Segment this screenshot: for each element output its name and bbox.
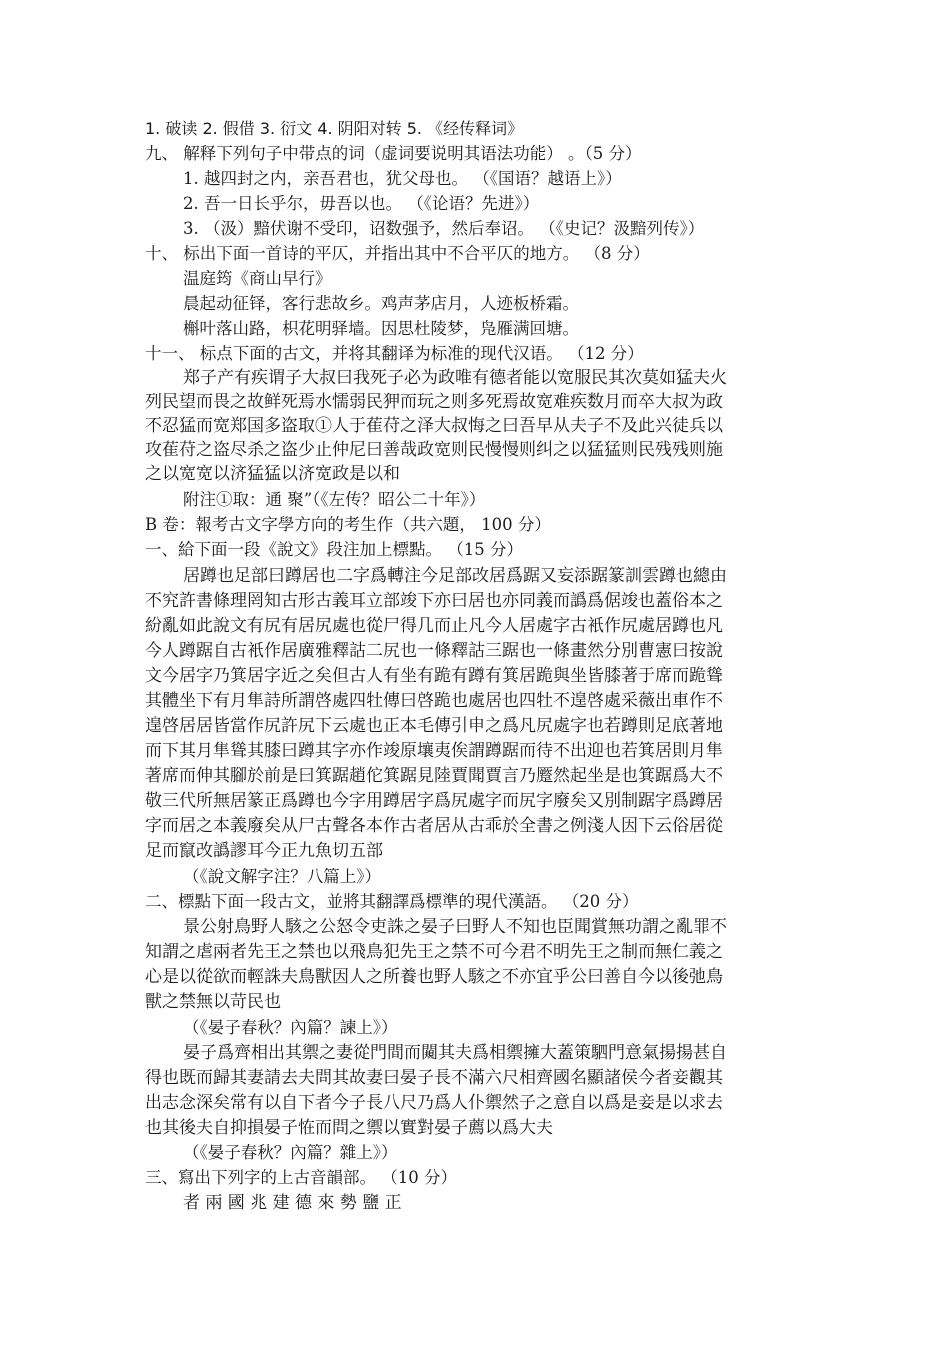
section-heading: 二、標點下面一段古文，並將其翻譯爲標準的現代漢語。 （20 分） — [145, 892, 639, 911]
section-heading: 十、 标出下面一首诗的平仄，并指出其中不合平仄的地方。 （8 分） — [145, 244, 650, 263]
passage-line: 之以宽宽以济猛猛以济宽政是以和 — [145, 464, 400, 484]
section-heading: 三、寫出下列字的上古音韻部。 （10 分） — [145, 1168, 457, 1187]
question-item: 3. （汲）黯伏谢不受印，诏数强予，然后奉诏。 （《史记？汲黯列传》） — [183, 219, 705, 238]
passage-line: 晏子爲齊相出其禦之妻從門間而闚其夫爲相禦擁大蓋策駟門意氣揚揚甚自 — [183, 1043, 727, 1063]
poem-title: 温庭筠《商山早行》 — [183, 269, 332, 288]
passage-line: 知謂之虐兩者先王之禁也以飛鳥犯先王之禁不可今君不明先王之制而無仁義之 — [145, 942, 723, 962]
question-item: 2. 吾一日长乎尔，毋吾以也。 （《论语？先进》） — [183, 194, 540, 213]
passage-line: 今人蹲踞自古衹作居廣雅釋詁二尻也一條釋詁三踞也一條畫然分別曹憲曰按說 — [145, 641, 723, 661]
source-citation: （《晏子春秋？內篇？諫上》） — [183, 1018, 398, 1037]
passage-line: 攻萑苻之盗尽杀之盗少止仲尼曰善哉政宽则民慢慢则纠之以猛猛则民残残则施 — [145, 440, 723, 460]
character-list: 者 兩 國 兆 建 德 來 勢 鹽 正 — [183, 1193, 402, 1213]
passage-line: 心是以從欲而輕誅夫鳥獸因人之所養也野人駭之不亦宜乎公曰善自今以後弛鳥 — [145, 967, 723, 987]
passage-line: 敬三代所無居篆正爲蹲也今字用蹲居字爲尻處字而尻字廢矣又別制踞字爲蹲居 — [145, 791, 723, 811]
passage-line: 得也既而歸其妻請去夫問其故妻曰晏子長不滿六尺相齊國名顯諸侯今者妾觀其 — [145, 1068, 723, 1088]
passage-line: 不究許書條理罔知古形古義耳立部竣下亦曰居也亦同義而譌爲倨竣也蓋俗本之 — [145, 591, 723, 611]
passage-line: 列民望而畏之故鲜死焉水懦弱民狎而玩之则多死焉故宽难疾数月而卒大叔为政 — [145, 392, 723, 412]
answer-key-line: 1. 破读 2. 假借 3. 衍文 4. 阴阳对转 5. 《经传释词》 — [145, 119, 524, 138]
footnote: 附注①取：通 聚”（《左传？昭公二十年》） — [183, 490, 486, 509]
passage-line: 遑啓居居皆當作尻許尻下云處也正本毛傳引申之爲凡尻處字也若蹲則足底著地 — [145, 716, 723, 736]
source-citation: （《晏子春秋？內篇？雜上》） — [183, 1143, 398, 1162]
passage-line: 居蹲也足部曰蹲居也二字爲轉注今足部改居爲踞又妄添踞篆訓雲蹲也總由 — [183, 566, 727, 586]
passage-line: 出志念深矣常有以自下者今子長八尺乃爲人仆禦然子之意自以爲是妾是以求去 — [145, 1093, 723, 1113]
passage-line: 其體坐下有月隼詩所謂啓處四牡傳曰啓跪也處居也四牡不遑啓處采薇出車作不 — [145, 691, 723, 711]
passage-line: 足而竄改譌謬耳今正九魚切五部 — [145, 841, 383, 861]
section-heading: 九、 解释下列句子中带点的词（虚词要说明其语法功能） 。（5 分） — [145, 144, 642, 163]
question-item: 1. 越四封之内，亲吾君也，犹父母也。 （《国语？越语上》） — [183, 169, 622, 188]
passage-line: 也其後夫自抑損晏子恠而問之禦以實對晏子薦以爲大夫 — [145, 1118, 553, 1138]
passage-line: 字而居之本義廢矣从尸古聲各本作古者居从古乖於全書之例淺人因下云俗居從 — [145, 816, 723, 836]
part-heading: B 卷：報考古文字學方向的考生作（共六題， 100 分） — [145, 515, 551, 534]
passage-line: 不忍猛而宽郑国多盗取①人于萑苻之泽大叔悔之曰吾早从夫子不及此兴徒兵以 — [145, 416, 723, 436]
passage-line: 文今居字乃箕居字近之矣但古人有坐有跪有蹲有箕居跪與坐皆膝著于席而跪聳 — [145, 666, 723, 686]
passage-line: 景公射鳥野人駭之公怒令吏誅之晏子曰野人不知也臣聞賞無功謂之亂罪不 — [183, 917, 727, 937]
poem-line: 晨起动征铎，客行悲故乡。鸡声茅店月，人迹板桥霜。 — [183, 294, 579, 313]
poem-line: 槲叶落山路，枳花明驿墙。因思杜陵梦，凫雁满回塘。 — [183, 319, 579, 338]
section-heading: 一、給下面一段《說文》段注加上標點。 （15 分） — [145, 540, 523, 559]
section-heading: 十一、 标点下面的古文，并将其翻译为标准的现代汉语。 （12 分） — [145, 344, 644, 363]
passage-line: 獸之禁無以苛民也 — [145, 992, 281, 1012]
source-citation: （《說文解字注？八篇上》） — [183, 867, 381, 886]
passage-line: 郑子产有疾谓子大叔曰我死子必为政唯有德者能以宽服民其次莫如猛夫火 — [183, 368, 727, 388]
passage-line: 而下其月隼聳其膝曰蹲其字亦作竣原壤夷俟謂蹲踞而待不出迎也若箕居則月隼 — [145, 741, 723, 761]
passage-line: 著席而伸其腳於前是曰箕踞趙佗箕踞見陸賈聞賈言乃蹷然起坐是也箕踞爲大不 — [145, 766, 723, 786]
passage-line: 紛亂如此說文有尻有居尻處也從尸得几而止凡今人居處字古衹作尻處居蹲也凡 — [145, 616, 723, 636]
